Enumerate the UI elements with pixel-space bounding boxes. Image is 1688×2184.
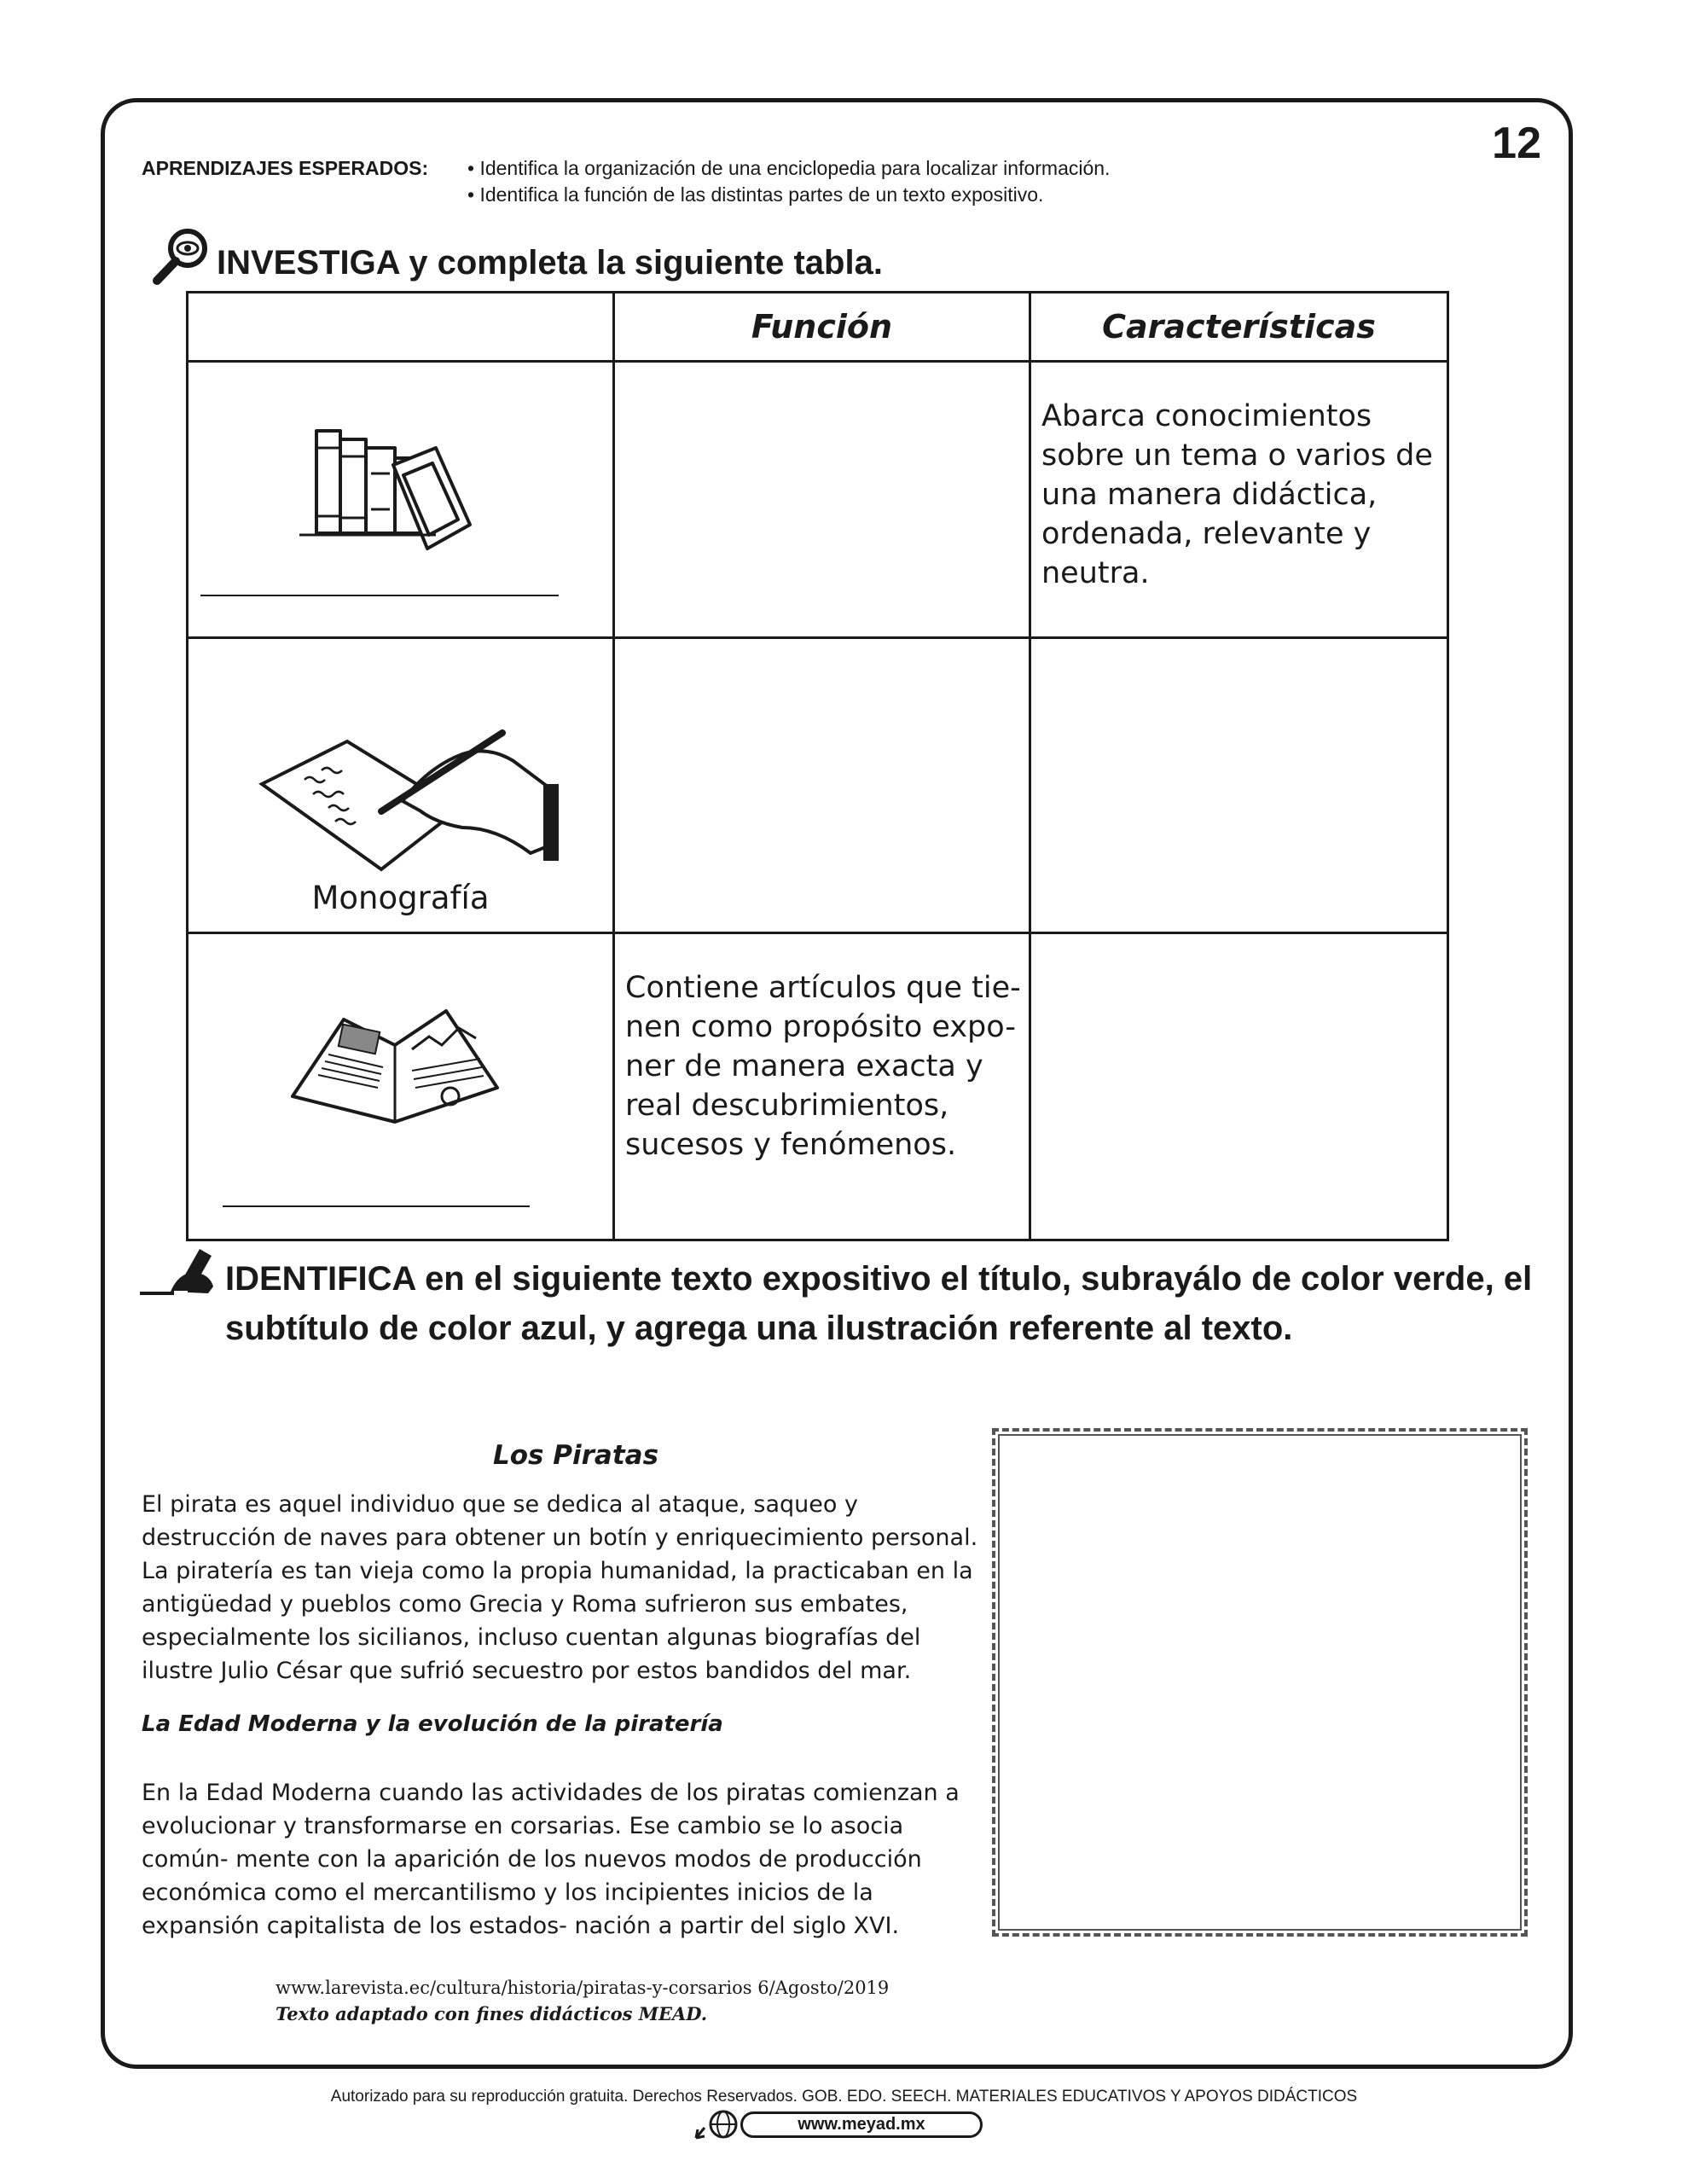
- investiga-heading: INVESTIGA y completa la siguiente tabla.: [217, 244, 883, 282]
- table-header-row: [188, 293, 1448, 362]
- rights-footer: Autorizado para su reproducción gratuita. Derechos Reservados. GOB. EDO. SEECH. MATERIALES EDUCATIVOS Y APOYOS DIDÁCTICOS: [330, 2088, 1358, 2106]
- type-cell: [188, 362, 614, 638]
- row-label: Monografía: [311, 880, 490, 916]
- caracteristicas-cell[interactable]: [1030, 638, 1448, 933]
- article-title: Los Piratas: [493, 1440, 659, 1471]
- caracteristicas-cell[interactable]: Abarca conocimientos sobre un tema o varios de una manera didáctica, ordenada, relevante y neutra.: [1030, 362, 1448, 638]
- article-paragraph: El pirata es aquel individuo que se dedica al ataque, saqueo y destrucción de naves para obtener un botín y enriquecimiento personal. La piratería es tan vieja como la propia humanidad, la practicaban en la antigüedad y pueblos como Grecia y Roma sufrieron sus embates, especialmente los sicilianos, incluso cuentan algunas biografías del ilustre Julio César que sufrió secuestro por estos bandidos del mar.: [142, 1491, 978, 1684]
- website-link[interactable]: www.meyad.mx: [740, 2111, 983, 2138]
- header-cell-funcion: Función: [614, 293, 1030, 362]
- header-cell-caracteristicas: Características: [1030, 293, 1448, 362]
- learning-item: • Identifica la función de las distintas partes de un texto expositivo.: [467, 183, 1044, 206]
- illustration-box[interactable]: [992, 1428, 1528, 1937]
- type-cell: [188, 933, 614, 1240]
- page-number: 12: [1492, 119, 1541, 168]
- type-cell: [188, 638, 614, 933]
- table-row: [188, 362, 1448, 638]
- answer-line[interactable]: [223, 1205, 530, 1207]
- identifica-heading: IDENTIFICA en el siguiente texto expositivo el título, subrayálo de color verde, el subtítulo de color azul, y agrega una ilustración referente al texto.: [225, 1260, 1533, 1347]
- header-cell: [188, 293, 614, 362]
- research-table: [186, 291, 1449, 1241]
- pencil-hand-icon: [140, 1242, 218, 1297]
- answer-line[interactable]: [200, 595, 559, 596]
- learning-label: APRENDIZAJES ESPERADOS:: [142, 157, 429, 179]
- table-row: [188, 638, 1448, 933]
- source-url: www.larevista.ec/cultura/historia/piratas-y-corsarios 6/Agosto/2019: [276, 1978, 890, 1998]
- funcion-cell[interactable]: [614, 362, 1030, 638]
- table-row: [188, 933, 1448, 1240]
- open-magazine-icon: [284, 1002, 506, 1135]
- magnifier-eye-icon: [150, 226, 212, 288]
- hand-writing-icon: [253, 716, 569, 882]
- funcion-cell[interactable]: Contiene artículos que tie- nen como propósito expo- ner de manera exacta y real descubrimientos, sucesos y fenómenos.: [614, 933, 1030, 1240]
- source-note: Texto adaptado con fines didácticos MEAD.: [276, 2003, 708, 2024]
- learning-item: • Identifica la organización de una enciclopedia para localizar información.: [467, 157, 1111, 179]
- article-subtitle: La Edad Moderna y la evolución de la piratería: [142, 1711, 723, 1737]
- caracteristicas-cell[interactable]: [1030, 933, 1448, 1240]
- funcion-cell[interactable]: [614, 638, 1030, 933]
- article-paragraph: En la Edad Moderna cuando las actividades de los piratas comienzan a evolucionar y transformarse en corsarias. Ese cambio se lo asocia común- mente con la aparición de los nuevos modos de producción económica como el mercantilismo y los incipientes inicios de la expansión capitalista de los estados- nación a partir del siglo XVI.: [142, 1780, 960, 1939]
- books-icon: [299, 414, 479, 563]
- globe-cursor-icon: [691, 2107, 742, 2141]
